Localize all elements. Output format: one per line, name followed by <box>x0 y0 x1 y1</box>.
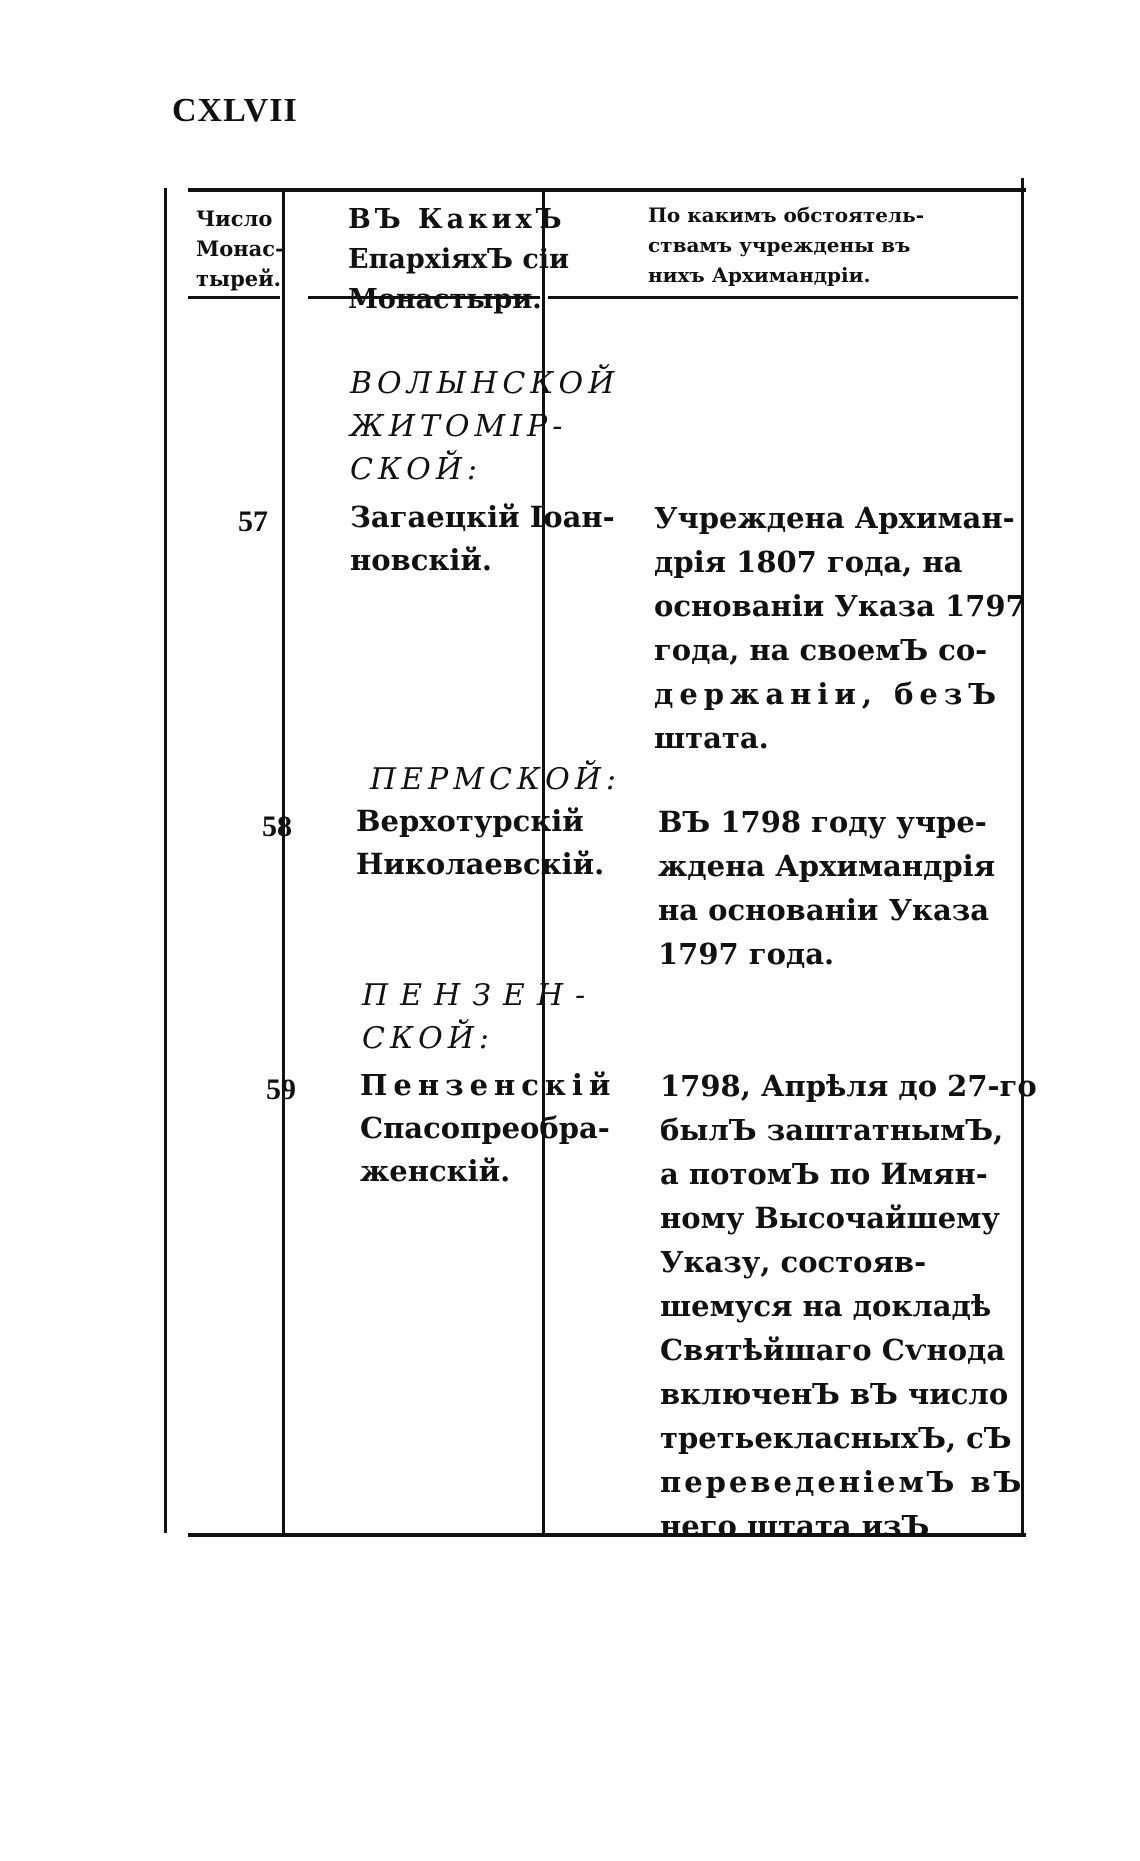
table-top-rule <box>188 188 1026 192</box>
monastery-name: Пензенскій Спасопреобра- женскій. <box>360 1068 617 1188</box>
header-diocese: ВЪ КакихЪ ЕпархіяхЪ сіи Монастыри. <box>348 204 570 315</box>
establishment-description: ВЪ 1798 году учре- ждена Архимандрія на основаніи Указа 1797 года. <box>658 805 996 971</box>
monastery-name: Загаецкій Іоан- новскій. <box>350 500 615 577</box>
row-number: 57 <box>238 505 268 538</box>
row-number: 59 <box>266 1073 296 1106</box>
page-number: CXLVII <box>172 92 298 129</box>
header-rule-col1 <box>188 296 280 299</box>
row-number: 58 <box>262 810 292 843</box>
monastery-name: Верхотурскій Николаевскій. <box>356 804 605 881</box>
diocese-heading: ВОЛЫНСКОЙ ЖИТОМІР- СКОЙ: <box>350 366 620 487</box>
table-left-border <box>164 188 167 1533</box>
establishment-description: 1798, Апрѣля до 27-го былЪ заштатнымЪ, а потомЪ по Имян- ному Высочайшему Указу, состояв- шемуся на докладѣ Святѣйшаго Сѵнода включенЪ вЪ число третьекласныхЪ, сЪ переведеніемЪ вЪ него штата изЪ <box>660 1069 1037 1543</box>
header-count: Число Монас- тырей. <box>196 206 284 291</box>
diocese-heading: ПЕРМСКОЙ: <box>370 762 622 797</box>
diocese-heading: ПЕНЗЕН- СКОЙ: <box>362 978 598 1056</box>
column-divider-1 <box>282 188 285 1533</box>
establishment-description: Учреждена Архиман- дрія 1807 года, на основаніи Указа 1797 года, на своемЪ со- держаніи, безЪ штата. <box>654 501 1026 755</box>
header-circumstances: По какимъ обстоятель- ствамъ учреждены въ нихъ Архимандріи. <box>648 203 925 287</box>
